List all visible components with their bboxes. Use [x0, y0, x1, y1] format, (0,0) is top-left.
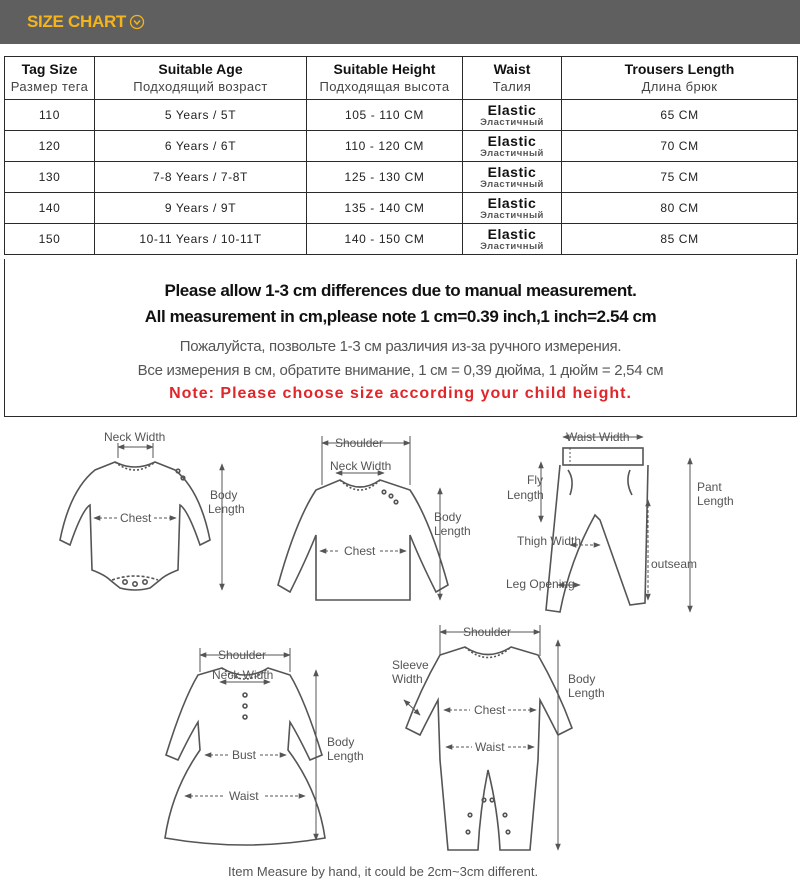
height-cell: 110 - 120 CM	[307, 131, 463, 162]
header-suitable-height: Suitable Height Подходящая высота	[307, 57, 463, 100]
height-cell: 135 - 140 CM	[307, 193, 463, 224]
banner-title: SIZE CHART	[27, 12, 127, 31]
size-warning-note: Note: Please choose size according your child height.	[169, 385, 632, 402]
tag-size-cell: 110	[5, 100, 95, 131]
pants-fly-length-label: Length	[507, 488, 544, 502]
note-line-2: All measurement in cm,please note 1 cm=0.39 inch,1 inch=2.54 cm	[144, 307, 657, 326]
measure-disclaimer: Item Measure by hand, it could be 2cm~3cm different.	[228, 864, 539, 879]
pants-thigh-label: Thigh Width	[517, 534, 582, 548]
tshirt-length-label: Length	[434, 524, 471, 538]
length-cell: 80 CM	[562, 193, 798, 224]
waist-cell: Elastic Эластичный	[463, 131, 562, 162]
length-cell: 65 CM	[562, 100, 798, 131]
dress-neck-label: Neck Width	[212, 668, 274, 682]
length-cell: 85 CM	[562, 224, 798, 255]
note-line-1: Please allow 1-3 cm differences due to manual measurement.	[164, 281, 637, 300]
dress-waist-label: Waist	[229, 789, 259, 803]
table-row	[5, 131, 798, 162]
pants-pant-label: Pant	[697, 480, 722, 494]
dress-bust-label: Bust	[232, 748, 257, 762]
height-cell: 140 - 150 CM	[307, 224, 463, 255]
tag-size-cell: 150	[5, 224, 95, 255]
chevron-down-circle-icon	[129, 14, 145, 30]
table-row	[5, 162, 798, 193]
romper-shoulder-label: Shoulder	[463, 625, 512, 639]
bodysuit-length-label: Length	[208, 502, 245, 516]
romper-waist-label: Waist	[475, 740, 505, 754]
waist-cell: Elastic Эластичный	[463, 100, 562, 131]
bodysuit-neck-label: Neck Width	[104, 430, 166, 444]
age-cell: 6 Years / 6T	[95, 131, 307, 162]
dress-shoulder-label: Shoulder	[218, 648, 267, 662]
size-chart-banner	[0, 0, 800, 44]
height-cell: 125 - 130 CM	[307, 162, 463, 193]
tshirt-body-label: Body	[434, 510, 462, 524]
pants-outseam-label: outseam	[651, 557, 698, 571]
bodysuit-body-label: Body	[210, 488, 238, 502]
header-trousers-length: Trousers Length Длина брюк	[562, 57, 798, 100]
romper-chest-label: Chest	[474, 703, 506, 717]
pants-leg-opening-label: Leg Opening	[506, 577, 575, 591]
pants-length-label: Length	[697, 494, 734, 508]
age-cell: 9 Years / 9T	[95, 193, 307, 224]
waist-cell: Elastic Эластичный	[463, 224, 562, 255]
length-cell: 75 CM	[562, 162, 798, 193]
romper-sleeve-width-label: Width	[392, 672, 423, 686]
tshirt-neck-label: Neck Width	[330, 459, 392, 473]
romper-diagram	[404, 625, 572, 850]
pants-waist-label: Waist Width	[566, 430, 630, 444]
size-table	[4, 56, 798, 255]
age-cell: 5 Years / 5T	[95, 100, 307, 131]
age-cell: 10-11 Years / 10-11T	[95, 224, 307, 255]
note-line-4-ru: Все измерения в см, обратите внимание, 1 см = 0,39 дюйма, 1 дюйм = 2,54 см	[137, 362, 664, 379]
table-row	[5, 224, 798, 255]
pants-fly-label: Fly	[527, 473, 543, 487]
table-header-row	[5, 57, 798, 100]
header-suitable-age: Suitable Age Подходящий возраст	[95, 57, 307, 100]
tag-size-cell: 140	[5, 193, 95, 224]
tshirt-shoulder-label: Shoulder	[335, 436, 384, 450]
waist-cell: Elastic Эластичный	[463, 193, 562, 224]
table-row	[5, 100, 798, 131]
table-row	[5, 193, 798, 224]
tshirt-chest-label: Chest	[344, 544, 376, 558]
height-cell: 105 - 110 CM	[307, 100, 463, 131]
dress-body-label: Body	[327, 735, 355, 749]
header-tag-size: Tag Size Размер тега	[5, 57, 95, 100]
waist-cell: Elastic Эластичный	[463, 162, 562, 193]
measurement-notes	[4, 259, 797, 417]
note-line-3-ru: Пожалуйста, позвольте 1-3 см различия из-за ручного измерения.	[179, 338, 622, 355]
romper-sleeve-label: Sleeve	[392, 658, 429, 672]
tag-size-cell: 130	[5, 162, 95, 193]
tag-size-cell: 120	[5, 131, 95, 162]
measurement-diagrams	[0, 420, 800, 890]
length-cell: 70 CM	[562, 131, 798, 162]
bodysuit-chest-label: Chest	[120, 511, 152, 525]
romper-length-label: Length	[568, 686, 605, 700]
header-waist: Waist Талия	[463, 57, 562, 100]
dress-length-label: Length	[327, 749, 364, 763]
age-cell: 7-8 Years / 7-8T	[95, 162, 307, 193]
romper-body-label: Body	[568, 672, 596, 686]
